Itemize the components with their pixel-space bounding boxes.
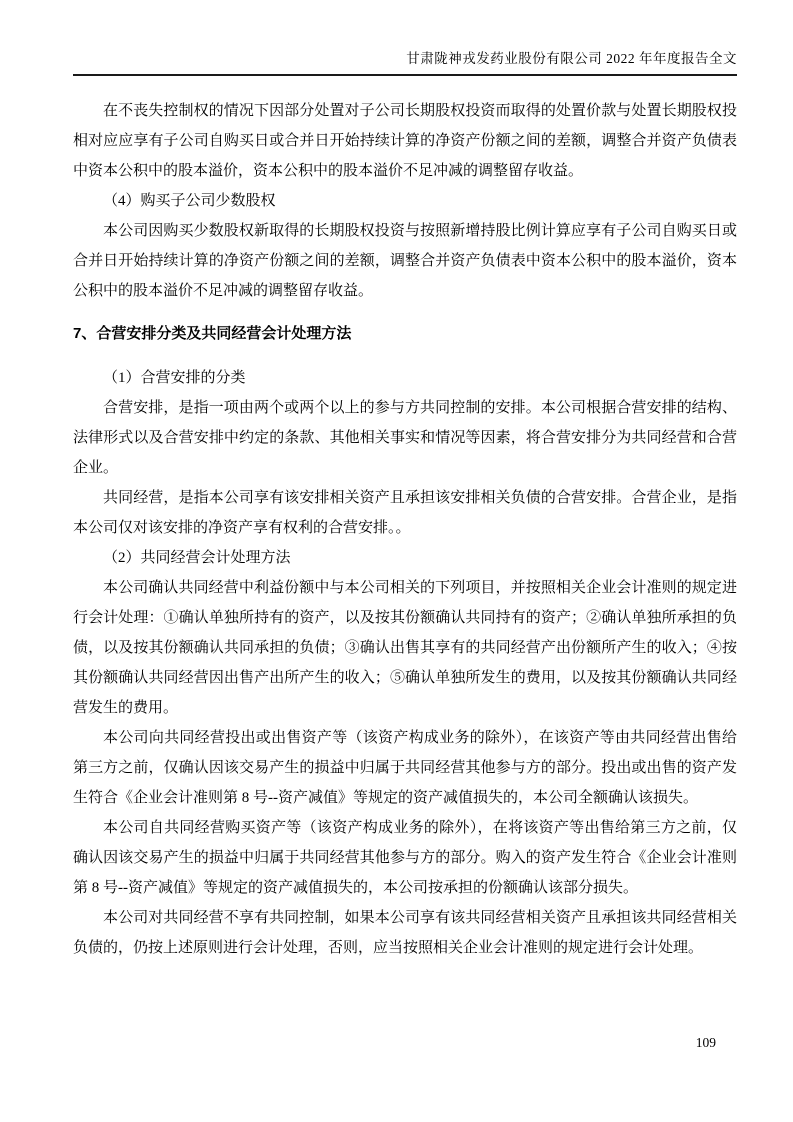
page-number: 109: [695, 1035, 716, 1050]
paragraph-assets-purchased: 本公司自共同经营购买资产等（该资产构成业务的除外），在将该资产等出售给第三方之前，仅确认因该交易产生的损益中归属于共同经营其他参与方的部分。购入的资产发生符合《企业会计准则第 8 号--资产减值》等规定的资产减值损失的，本公司按承担的份额确认该部分损失。: [73, 820, 737, 896]
report-title: 甘肃陇神戎发药业股份有限公司 2022 年年度报告全文: [406, 51, 737, 66]
paragraph-no-joint-control: 本公司对共同经营不享有共同控制，如果本公司享有该共同经营相关资产且承担该共同经营相关负债的，仍按上述原则进行会计处理，否则，应当按照相关企业会计准则的规定进行会计处理。: [73, 910, 737, 956]
paragraph-disposal-without-loss-of-control: 在不丧失控制权的情况下因部分处置对子公司长期股权投资而取得的处置价款与处置长期股权投相对应应享有子公司自购买日或合并日开始持续计算的净资产份额之间的差额，调整合并资产负债表中资本公积中的股本溢价，资本公积中的股本溢价不足冲减的调整留存收益。: [73, 103, 737, 179]
paragraph-assets-contributed-or-sold: 本公司向共同经营投出或出售资产等（该资产构成业务的除外），在该资产等由共同经营出售给第三方之前，仅确认因该交易产生的损益中归属于共同经营其他参与方的部分。投出或出售的资产发生符合《企业会计准则第 8 号--资产减值》等规定的资产减值损失的，本公司全额确认该损失。: [73, 730, 737, 806]
paragraph-minority-interest-purchase: 本公司因购买少数股权新取得的长期股权投资与按照新增持股比例计算应享有子公司自购买日或合并日开始持续计算的净资产份额之间的差额，调整合并资产负债表中资本公积中的股本溢价，资本公积中的股本溢价不足冲减的调整留存收益。: [73, 223, 737, 299]
paragraph-joint-operation-recognition: 本公司确认共同经营中利益份额中与本公司相关的下列项目，并按照相关企业会计准则的规定进行会计处理：①确认单独所持有的资产，以及按其份额确认共同持有的资产；②确认单独所承担的负债，以及按其份额确认共同承担的负债；③确认出售其享有的共同经营产出份额所产生的收入；④按其份额确认共同经营因出售产出所产生的收入；⑤确认单独所发生的费用，以及按其份额确认共同经营发生的费用。: [73, 580, 737, 716]
paragraph-joint-operation-definition: 共同经营，是指本公司享有该安排相关资产且承担该安排相关负债的合营安排。合营企业，是指本公司仅对该安排的净资产享有权利的合营安排。。: [73, 490, 737, 536]
page-header: [73, 0, 737, 76]
subitem-1-classification: （1）合营安排的分类: [103, 370, 246, 386]
subitem-4-purchase-minority-interest: （4）购买子公司少数股权: [103, 193, 276, 209]
document-body: [73, 96, 737, 963]
paragraph-joint-arrangement-definition: 合营安排，是指一项由两个或两个以上的参与方共同控制的安排。本公司根据合营安排的结构、法律形式以及合营安排中约定的条款、其他相关事实和情况等因素，将合营安排分为共同经营和合营企业。: [73, 400, 737, 476]
section-heading-7-joint-arrangements: 7、合营安排分类及共同经营会计处理方法: [73, 325, 352, 342]
subitem-2-accounting-treatment: （2）共同经营会计处理方法: [103, 550, 291, 566]
